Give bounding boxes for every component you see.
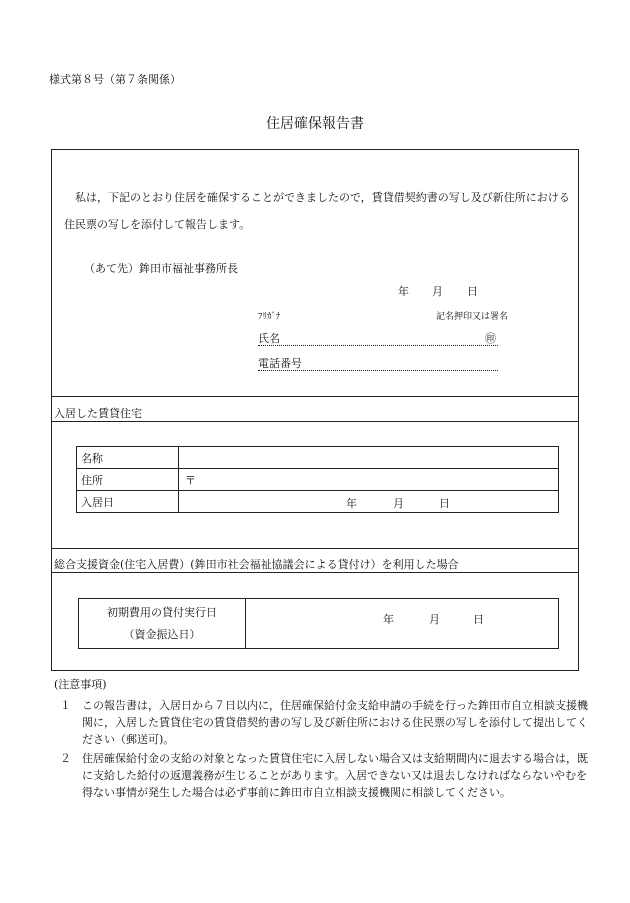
move-in-year: 年	[346, 497, 357, 510]
housing-name-field[interactable]	[179, 447, 559, 469]
section1-heading: 入居した賃貸住宅	[54, 407, 142, 420]
note-number: １	[60, 699, 71, 712]
move-in-date-field[interactable]	[179, 491, 559, 513]
phone-label: 電話番号	[258, 357, 302, 370]
section2-heading: 総合支援資金(住宅入居費）(鉾田市社会福祉協議会による貸付け）を利用した場合	[54, 558, 459, 571]
note-item	[54, 750, 588, 801]
addressee: （あて先）鉾田市福祉事務所長	[84, 262, 238, 275]
note-text: この報告書は，入居日から７日以内に，住居確保給付金支給申請の手続を行った鉾田市自立相談支援機関に，入居した賃貸住宅の賃貸借契約書の写し及び新住所における住民票の写しを添付して提出してください（郵送可)。	[82, 699, 588, 746]
note-item	[54, 697, 588, 748]
rental-housing-table	[76, 446, 559, 513]
move-in-month: 月	[393, 497, 404, 510]
table-row	[77, 469, 559, 491]
label-address: 住所	[77, 469, 179, 491]
loan-date-field[interactable]	[246, 599, 559, 649]
loan-day: 日	[473, 613, 484, 626]
name-label: 氏名	[258, 332, 280, 345]
table-row	[77, 491, 559, 513]
form-box	[51, 149, 579, 671]
loan-month: 月	[429, 613, 440, 626]
loan-date-label	[79, 599, 246, 649]
loan-date-label-line1: 初期費用の貸付実行日	[107, 605, 217, 619]
report-date-day[interactable]: 日	[467, 285, 478, 298]
seal-mark: ㊞	[485, 332, 496, 345]
intro-text: 私は，下記のとおり住居を確保することができましたので，賃貸借契約書の写し及び新住所における住民票の写しを添付して報告します。	[64, 191, 570, 231]
report-date-month[interactable]: 月	[432, 285, 443, 298]
notes	[54, 676, 588, 801]
note-number: ２	[60, 752, 71, 765]
loan-table	[78, 598, 559, 649]
divider	[52, 421, 578, 422]
notes-heading: (注意事項)	[54, 678, 107, 691]
table-row	[77, 447, 559, 469]
name-field[interactable]	[258, 330, 498, 346]
report-date-year[interactable]: 年	[398, 285, 409, 298]
seal-note: 記名押印又は署名	[436, 312, 509, 322]
furigana-label: ﾌﾘｶﾞﾅ	[258, 312, 281, 322]
divider	[52, 396, 578, 397]
form-number: 様式第８号（第７条関係）	[49, 73, 181, 86]
label-move-in-date: 入居日	[77, 491, 179, 513]
move-in-day: 日	[439, 497, 450, 510]
table-row	[79, 599, 559, 649]
note-text: 住居確保給付金の支給の対象となった賃貸住宅に入居しない場合又は支給期間内に退去する場合は，既に支給した給付の返還義務が生じることがあります。入居できない又は退去しなければならないやむを得ない事情が発生した場合は必ず事前に鉾田市自立相談支援機関に相談してください。	[82, 752, 588, 799]
label-name: 名称	[77, 447, 179, 469]
loan-year: 年	[383, 613, 394, 626]
divider	[52, 572, 578, 573]
phone-field[interactable]	[258, 355, 498, 371]
document-title: 住居確保報告書	[266, 116, 364, 132]
divider	[52, 548, 578, 549]
loan-date-label-line2: （資金振込日）	[123, 627, 201, 641]
housing-address-field[interactable]: 〒	[179, 469, 559, 491]
